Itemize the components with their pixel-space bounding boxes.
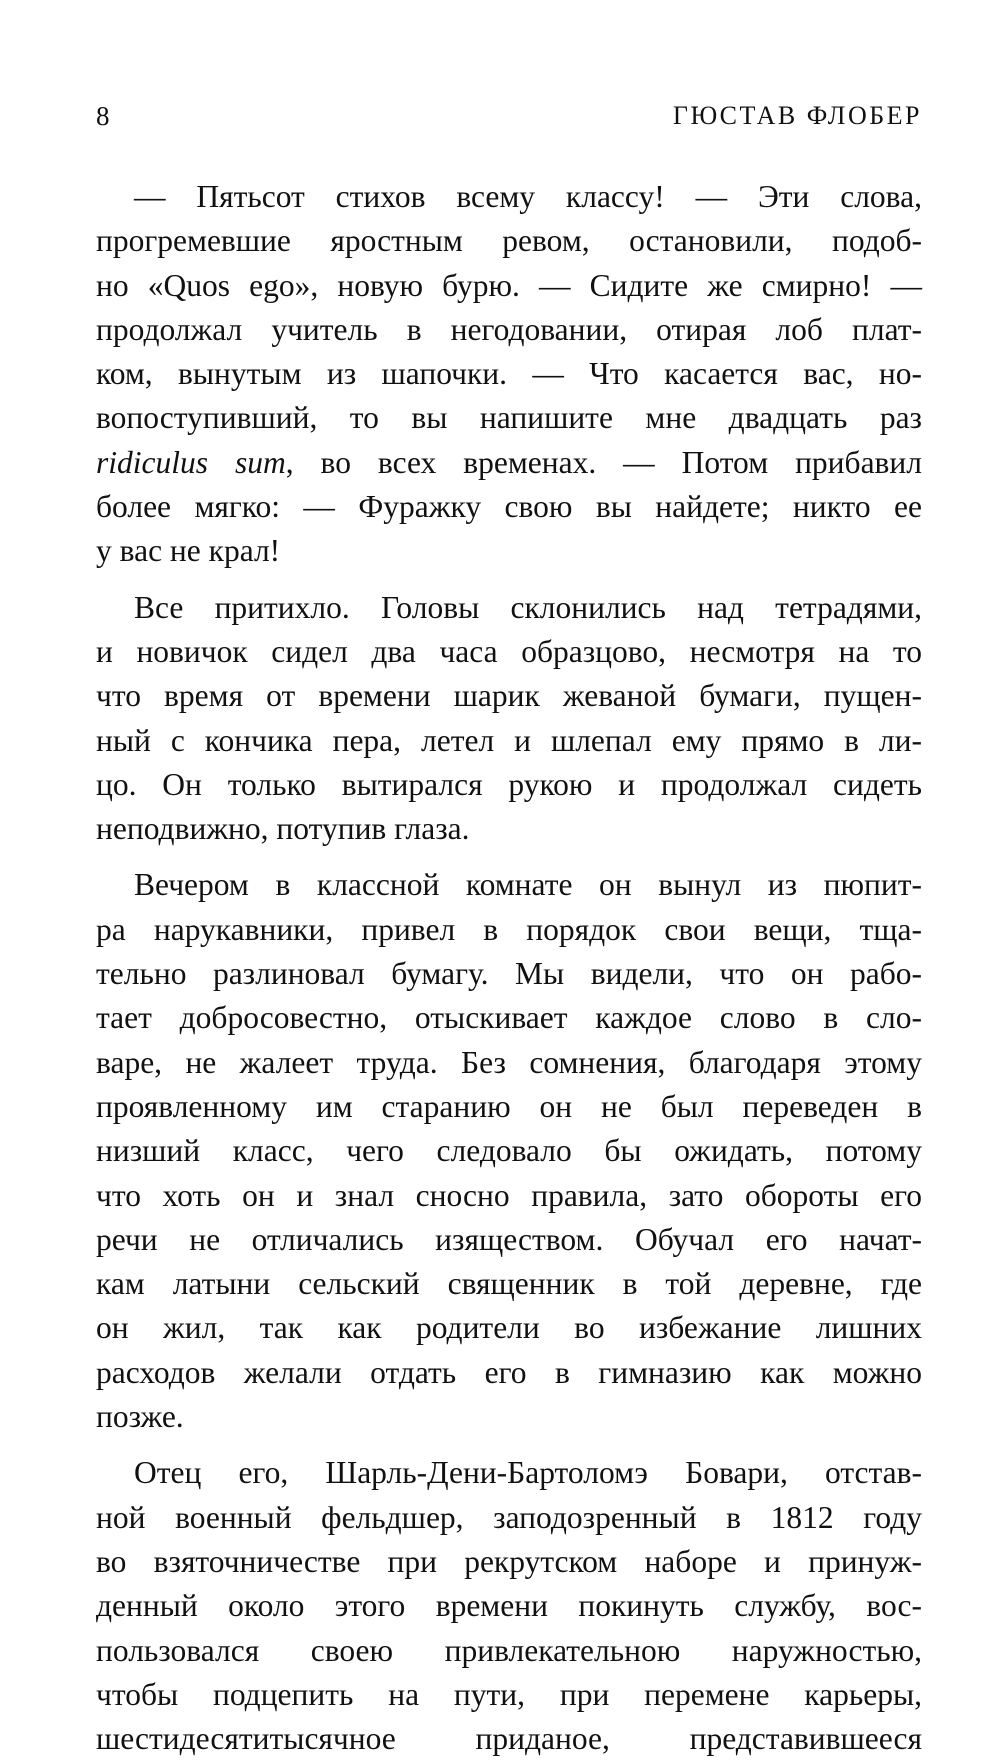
text-line: цо. Он только вытирался рукою и продолжал сидеть bbox=[96, 766, 922, 802]
text-line: он жил, так как родители во избежание лишних bbox=[96, 1310, 922, 1346]
text-line: неподвижно, потупив глаза. bbox=[96, 811, 470, 847]
text-line: шестидесятитысячное приданое, представившееся bbox=[96, 1721, 922, 1757]
text-line: но «Quos ego», новую бурю. — Сидите же смирно! — bbox=[96, 267, 922, 303]
text-line: денный около этого времени покинуть службу, вос- bbox=[96, 1588, 922, 1624]
page-number: 8 bbox=[96, 101, 110, 131]
text-line: чтобы подцепить на пути, при перемене карьеры, bbox=[96, 1676, 922, 1712]
paragraph-gap bbox=[96, 1439, 922, 1451]
text-line: что хоть он и знал сносно правила, зато обороты его bbox=[96, 1177, 922, 1213]
text-line: — Пятьсот стихов всему классу! — Эти слова, bbox=[134, 179, 922, 214]
text-line: расходов желали отдать его в гимназию как можно bbox=[96, 1354, 922, 1390]
text-line: во взяточничестве при рекрутском наборе и принуж- bbox=[96, 1543, 922, 1579]
paragraph bbox=[96, 1451, 922, 1761]
text-line: Все притихло. Головы склонились над тетрадями, bbox=[134, 589, 922, 625]
text-line: у вас не крал! bbox=[96, 533, 281, 569]
text-line: позже. bbox=[96, 1399, 184, 1435]
paragraph-gap bbox=[96, 851, 922, 863]
text-line: Отец его, Шарль-Дени-Бартоломэ Бовари, отстав- bbox=[134, 1455, 922, 1491]
text-line: кам латыни сельский священник в той деревне, где bbox=[96, 1266, 922, 1302]
text-line: пользовался своею привлекательною наружностью, bbox=[96, 1632, 922, 1668]
text-line: что время от времени шарик жеваной бумаги, пущен- bbox=[96, 678, 922, 714]
paragraph bbox=[96, 586, 922, 852]
text-line: вопоступивший, то вы напишите мне двадцать раз bbox=[96, 400, 922, 436]
text-line: ра нарукавники, привел в порядок свои вещи, тща- bbox=[96, 911, 922, 947]
running-head-author: ГЮСТАВ ФЛОБЕР bbox=[672, 101, 922, 130]
paragraph-gap bbox=[96, 574, 922, 586]
text-line: тает добросовестно, отыскивает каждое слово в сло- bbox=[96, 1000, 922, 1036]
text-line: варе, не жалеет труда. Без сомнения, благодаря этому bbox=[96, 1044, 922, 1080]
text-line: тельно разлиновал бумагу. Мы видели, что он рабо- bbox=[96, 956, 922, 992]
text-line: ной военный фельдшер, заподозренный в 1812 году bbox=[96, 1499, 922, 1535]
text-line: Вечером в классной комнате он вынул из пюпит- bbox=[134, 867, 922, 903]
text-line: более мягко: — Фуражку свою вы найдете; никто ее bbox=[96, 489, 922, 525]
text-line: низший класс, чего следовало бы ожидать, потому bbox=[96, 1133, 922, 1169]
text-line: прогремевшие яростным ревом, остановили, подоб- bbox=[96, 223, 922, 259]
text-line: речи не отличались изяществом. Обучал его начат- bbox=[96, 1221, 922, 1257]
paragraph bbox=[96, 863, 922, 1439]
text-line: и новичок сидел два часа образцово, несмотря на то bbox=[96, 633, 922, 669]
text-line: ный с кончика пера, летел и шлепал ему прямо в ли- bbox=[96, 722, 922, 758]
text-line: продолжал учитель в негодовании, отирая лоб плат- bbox=[96, 311, 922, 347]
italic-phrase: ridiculus sum bbox=[96, 444, 286, 480]
body-text bbox=[96, 175, 922, 1761]
running-head bbox=[96, 96, 922, 136]
text-line: проявленному им старанию он не был переведен в bbox=[96, 1088, 922, 1124]
text-line: ridiculus sum, во всех временах. — Потом прибавил bbox=[96, 444, 923, 480]
paragraph bbox=[96, 175, 922, 574]
text-line: ком, вынутым из шапочки. — Что касается вас, но- bbox=[96, 356, 922, 392]
